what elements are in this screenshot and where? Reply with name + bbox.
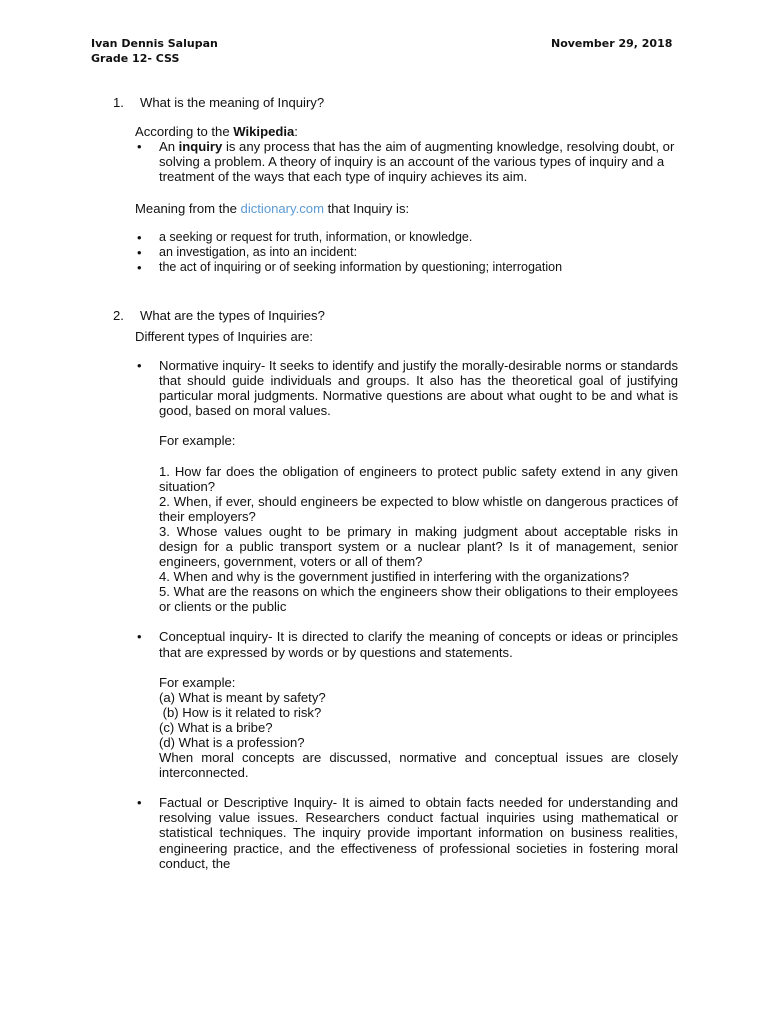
normative-example: 3. Whose values ought to be primary in making judgment about acceptable risks in design for a public transport system or a nuclear plant? Is it of management, senior engineers, government, voters or all of them? [159, 523, 678, 570]
q1-according-line [113, 124, 678, 139]
dictionary-item: • an investigation, as into an incident: [113, 245, 678, 260]
factual-inquiry-item [113, 795, 678, 870]
header-date [551, 36, 672, 51]
wiki-prefix: An [159, 139, 179, 155]
normative-example-label: For example: [159, 433, 236, 449]
dictionary-link[interactable]: dictionary.com [240, 201, 324, 217]
meaning-suffix: that Inquiry is: [323, 201, 410, 217]
wiki-text: is any process that has the aim of augmenting knowledge, resolving doubt, or solving a problem. A theory of inquiry is an account of the various types of inquiry and a treatment of the ways that each type of inquiry achieves its aim. [159, 139, 675, 185]
document-date: November 29, 2018 [551, 37, 673, 50]
meaning-prefix: Meaning from the [135, 201, 241, 217]
document-body [113, 95, 678, 871]
header-left [91, 36, 218, 66]
author-grade: Grade 12- CSS [91, 52, 180, 65]
conceptual-inquiry-text: • Conceptual inquiry- It is directed to clarify the meaning of concepts or ideas or principles that are expressed by words or by questions and statements. [159, 629, 678, 660]
normative-inquiry-item [113, 358, 678, 614]
question-2-text: What are the types of Inquiries? [140, 307, 325, 323]
question-2 [113, 308, 678, 323]
conceptual-example-label: For example: [159, 674, 236, 690]
conceptual-example: (b) How is it related to risk? [159, 704, 322, 720]
according-prefix: According to the [135, 124, 234, 140]
question-1-text: What is the meaning of Inquiry? [140, 95, 325, 110]
conceptual-closing: When moral concepts are discussed, normative and conceptual issues are closely interconnected. [159, 750, 678, 781]
normative-example: 1. How far does the obligation of engineers to protect public safety extend in any given situation? [159, 463, 678, 494]
question-1 [113, 95, 678, 110]
according-source: Wikipedia [233, 124, 295, 140]
author-name: Ivan Dennis Salupan [91, 37, 218, 50]
wiki-definition-list [113, 139, 678, 184]
question-2-number: 2. [113, 307, 124, 323]
inquiry-types-list [113, 358, 678, 871]
normative-example: 2. When, if ever, should engineers be expected to blow whistle on dangerous practices of their employers? [159, 493, 678, 524]
wiki-definition-item [113, 139, 678, 184]
normative-example: 5. What are the reasons on which the engineers show their obligations to their employees or clients or the public [159, 584, 678, 615]
conceptual-example: (d) What is a profession? [159, 735, 305, 750]
q1-meaning-line [113, 201, 678, 216]
normative-inquiry-text: • Normative inquiry- It seeks to identify and justify the morally-desirable norms or standards that should guide individuals and groups. It also has the theoretical goal of justifying particular moral judgments. Normative questions are about what ought to be and what is good, based on moral values. [159, 358, 678, 419]
dictionary-item: • the act of inquiring or of seeking information by questioning; interrogation [113, 260, 678, 275]
question-1-number: 1. [113, 95, 124, 110]
dictionary-item: • a seeking or request for truth, information, or knowledge. [113, 230, 678, 245]
normative-example: 4. When and why is the government justified in interfering with the organizations? [159, 569, 630, 585]
factual-inquiry-text: • Factual or Descriptive Inquiry- It is aimed to obtain facts needed for understanding and resolving value issues. Researchers conduct factual inquiries using mathematical or statistical techniques. The inquiry provide important information on business realities, engineering practice, and the effectiveness of professional societies in fostering moral conduct, the [159, 795, 678, 871]
according-suffix: : [294, 124, 298, 140]
conceptual-example: (a) What is meant by safety? [159, 689, 326, 705]
normative-example-list [159, 464, 678, 615]
wiki-term: inquiry [178, 139, 223, 155]
q2-intro: Different types of Inquiries are: [135, 328, 314, 344]
conceptual-example: (c) What is a bribe? [159, 719, 273, 735]
conceptual-inquiry-item [113, 629, 678, 780]
dictionary-definition-list [113, 230, 678, 275]
